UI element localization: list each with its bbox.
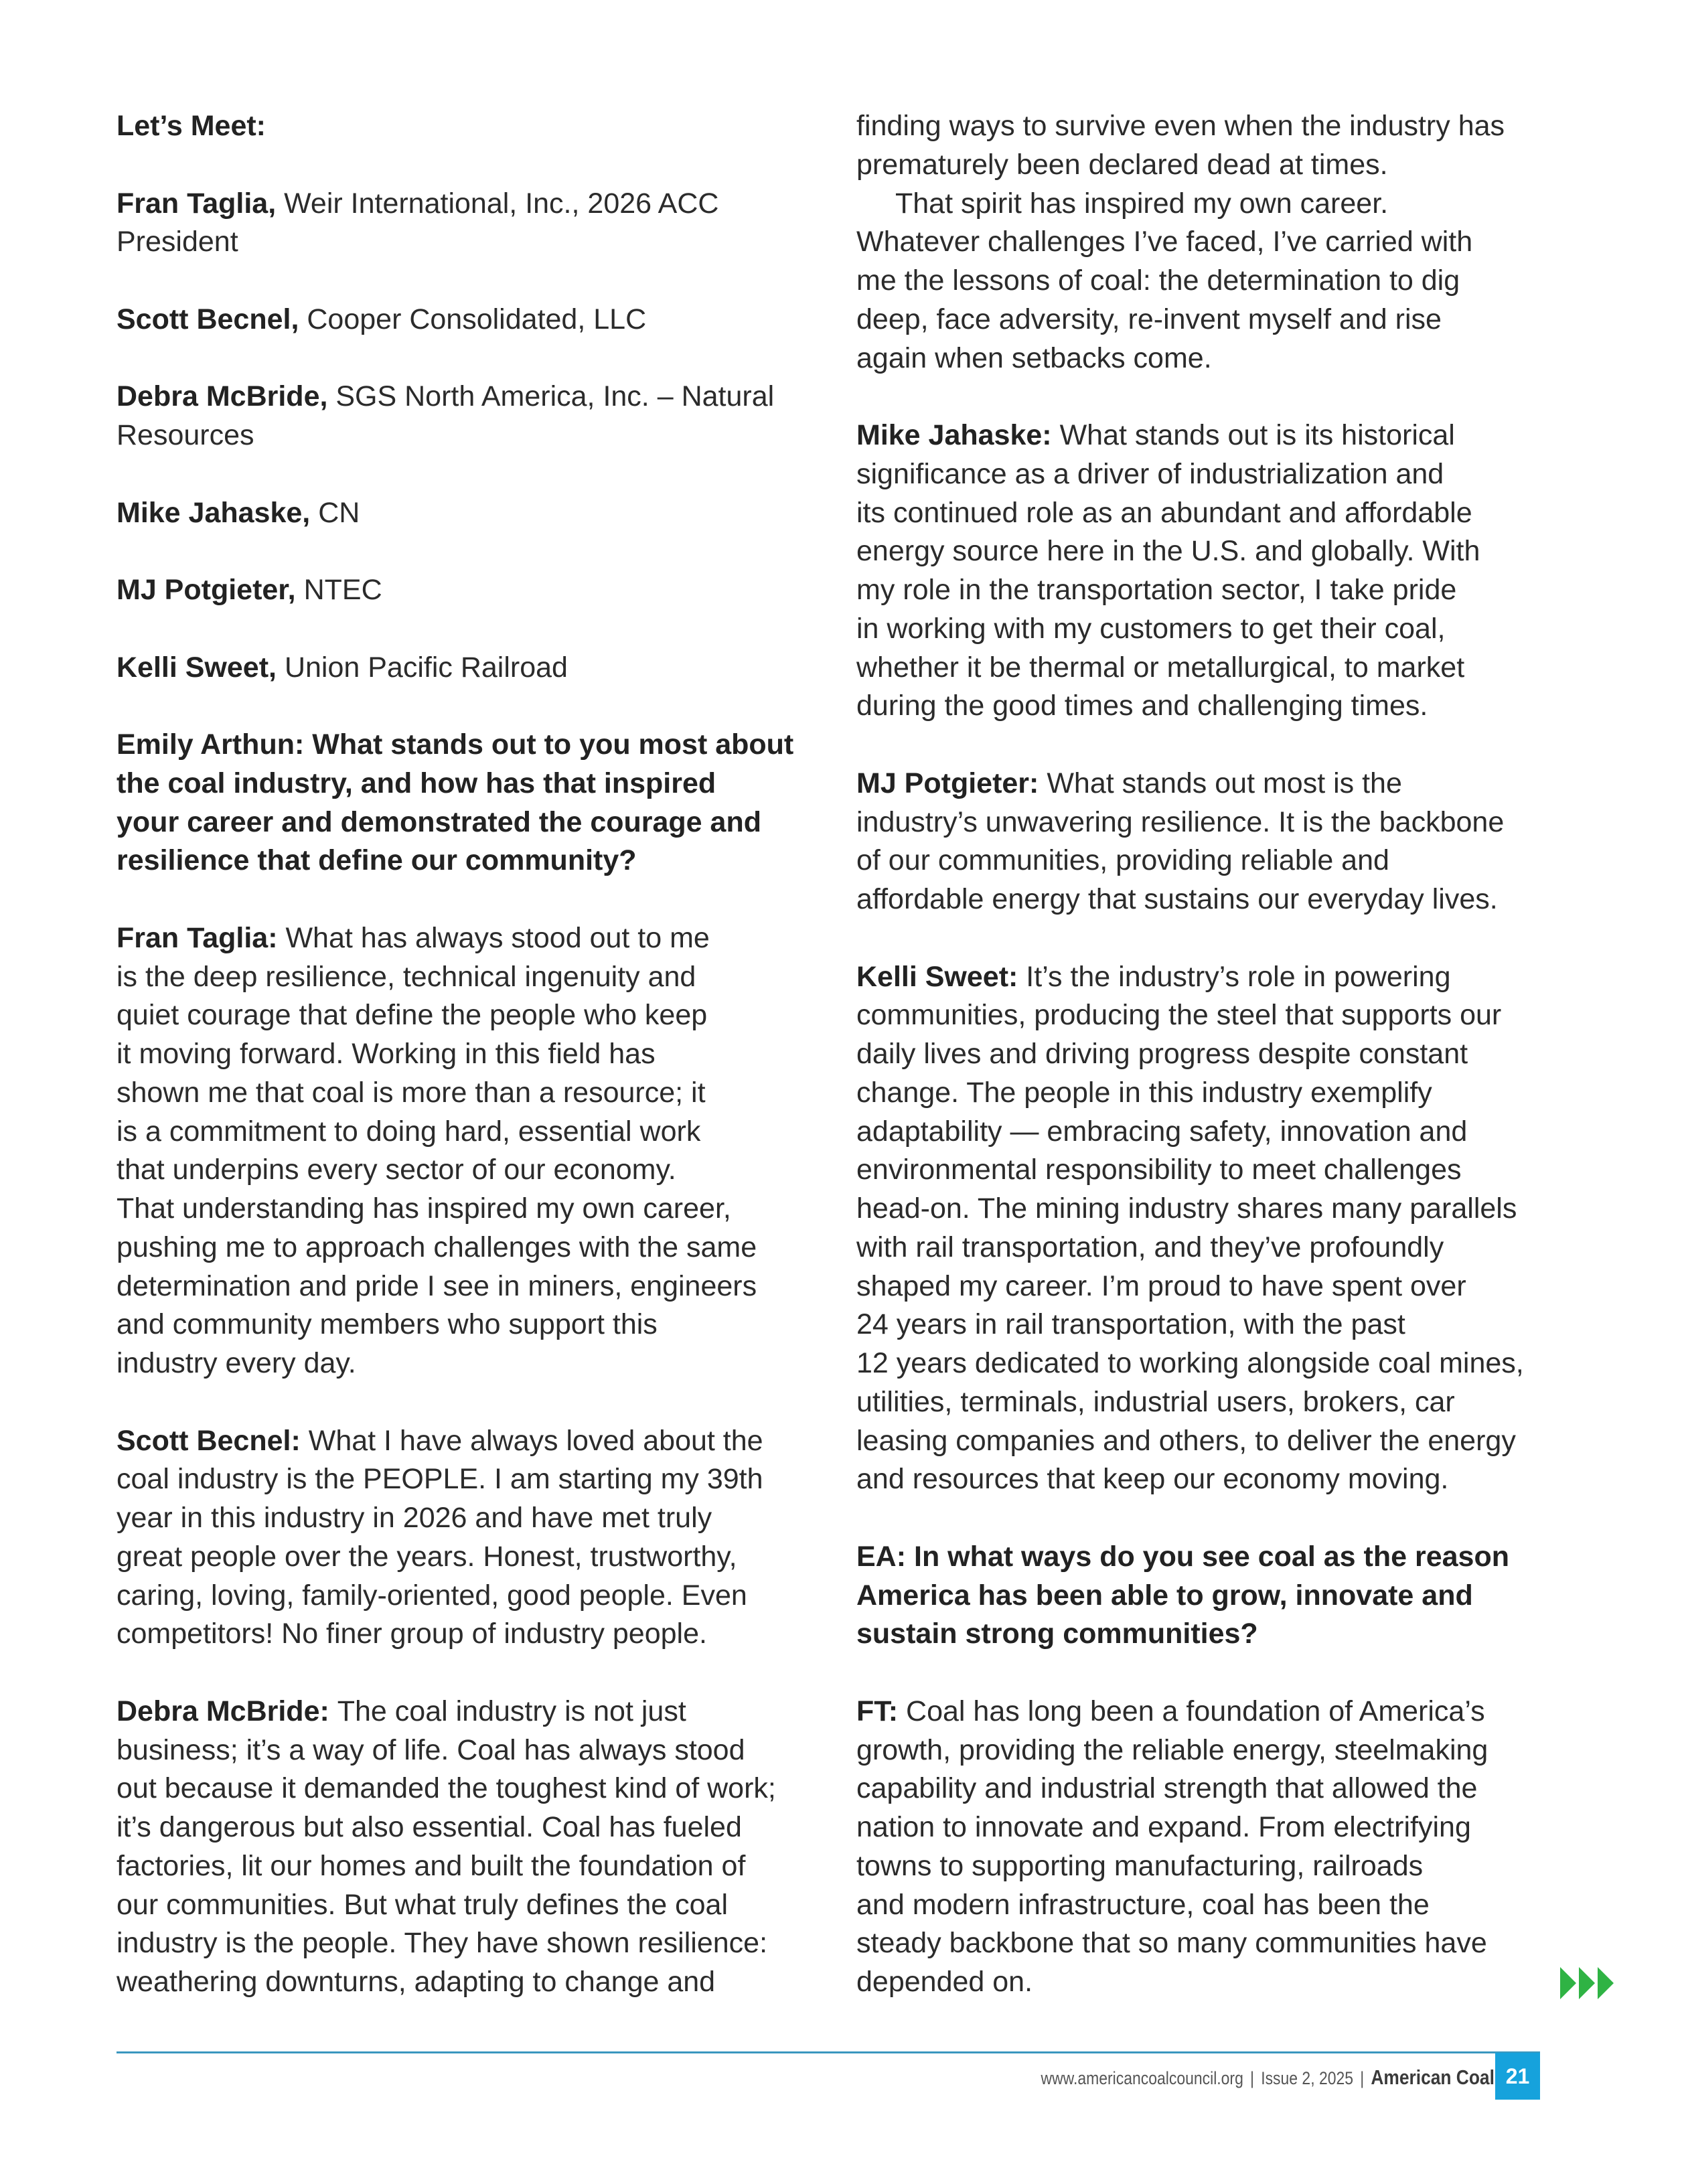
text-line xyxy=(117,765,813,803)
body-text: Coal has long been a foundation of America’s xyxy=(906,1695,1485,1727)
footer-divider xyxy=(117,2051,1540,2053)
text-line xyxy=(856,1229,1566,1267)
bold-run: EA: In what ways do you see coal as the reason xyxy=(856,1540,1509,1573)
text-line xyxy=(856,1924,1566,1963)
chevron-right-icon xyxy=(1598,1967,1614,1999)
body-text: What has always stood out to me xyxy=(285,921,710,954)
text-line xyxy=(856,1267,1566,1306)
bold-run: MJ Potgieter: xyxy=(856,767,1047,799)
left-column xyxy=(117,107,813,2002)
text-line xyxy=(117,803,813,842)
blank-line xyxy=(117,1383,813,1422)
body-text: finding ways to survive even when the industry has xyxy=(856,110,1505,142)
text-line xyxy=(856,301,1566,339)
body-text: industry is the people. They have shown resilience: xyxy=(117,1927,768,1960)
blank-line xyxy=(117,687,813,726)
text-line xyxy=(856,1035,1566,1074)
body-text: What stands out is its historical xyxy=(1059,419,1455,451)
body-text: nation to innovate and expand. From electrifying xyxy=(856,1811,1471,1843)
blank-line xyxy=(856,1499,1566,1538)
text-line xyxy=(856,1770,1566,1808)
text-line xyxy=(856,1693,1566,1731)
text-line xyxy=(117,1267,813,1306)
text-line xyxy=(856,1963,1566,2002)
blank-line xyxy=(856,726,1566,765)
text-line xyxy=(856,1383,1566,1422)
body-text: industry’s unwavering resilience. It is the backbone xyxy=(856,805,1505,838)
body-text: depended on. xyxy=(856,1966,1033,1998)
text-line xyxy=(856,1577,1566,1616)
text-line xyxy=(117,494,813,533)
body-text: NTEC xyxy=(303,574,382,606)
body-text: Cooper Consolidated, LLC xyxy=(307,303,647,335)
text-line xyxy=(117,1847,813,1886)
text-line xyxy=(856,1808,1566,1847)
text-line xyxy=(117,1306,813,1344)
body-text: change. The people in this industry exemplify xyxy=(856,1076,1432,1109)
blank-line xyxy=(117,1654,813,1693)
text-line xyxy=(856,1306,1566,1344)
bold-run: MJ Potgieter, xyxy=(117,574,304,606)
body-text: significance as a driver of industrialization and xyxy=(856,457,1444,490)
text-line xyxy=(856,1344,1566,1383)
blank-line xyxy=(117,455,813,494)
body-text: adaptability — embracing safety, innovation and xyxy=(856,1115,1468,1148)
text-line xyxy=(856,223,1566,262)
body-text: towns to supporting manufacturing, railroads xyxy=(856,1849,1424,1882)
footer-separator: | xyxy=(1250,2068,1255,2088)
text-line xyxy=(856,610,1566,649)
body-text: it’s dangerous but also essential. Coal has fueled xyxy=(117,1811,742,1843)
body-text: great people over the years. Honest, trustworthy, xyxy=(117,1540,737,1573)
body-text: The coal industry is not just xyxy=(337,1695,686,1727)
body-text: shaped my career. I’m proud to have spent over xyxy=(856,1269,1466,1302)
bold-run: Scott Becnel, xyxy=(117,303,307,335)
text-line xyxy=(117,1422,813,1461)
bold-run: Debra McBride: xyxy=(117,1695,337,1727)
text-line xyxy=(117,919,813,958)
body-text: business; it’s a way of life. Coal has always stood xyxy=(117,1733,745,1766)
body-text: me the lessons of coal: the determination to dig xyxy=(856,264,1460,297)
text-line xyxy=(117,1035,813,1074)
body-text: of our communities, providing reliable and xyxy=(856,844,1389,877)
body-text: and community members who support this xyxy=(117,1308,658,1341)
text-line xyxy=(117,1229,813,1267)
footer-separator: | xyxy=(1360,2068,1365,2088)
text-line xyxy=(117,1731,813,1770)
body-text: prematurely been declared dead at times. xyxy=(856,148,1388,181)
text-line xyxy=(117,842,813,880)
text-line xyxy=(856,339,1566,378)
text-line xyxy=(117,1460,813,1499)
bold-run: Let’s Meet: xyxy=(117,110,266,142)
blank-line xyxy=(117,532,813,571)
blank-line xyxy=(117,610,813,649)
body-text: SGS North America, Inc. – Natural xyxy=(335,380,775,413)
body-text: and resources that keep our economy moving. xyxy=(856,1463,1449,1496)
body-text: in working with my customers to get their coal, xyxy=(856,612,1446,645)
right-column xyxy=(856,107,1566,2002)
chevron-right-icon xyxy=(1560,1967,1576,1999)
body-text: my role in the transportation sector, I take pride xyxy=(856,574,1457,606)
body-text: utilities, terminals, industrial users, brokers, car xyxy=(856,1385,1455,1418)
body-text: Weir International, Inc., 2026 ACC xyxy=(284,187,719,220)
text-line xyxy=(856,958,1566,997)
body-text: our communities. But what truly defines the coal xyxy=(117,1888,728,1921)
text-line xyxy=(856,1538,1566,1577)
bold-run: Emily Arthun: What stands out to you most about xyxy=(117,728,794,761)
bold-run: FT: xyxy=(856,1695,907,1727)
text-line xyxy=(117,1693,813,1731)
bold-run: resilience that define our community? xyxy=(117,844,637,877)
blank-line xyxy=(117,339,813,378)
text-line xyxy=(117,1770,813,1808)
text-line xyxy=(117,378,813,416)
body-text: What stands out most is the xyxy=(1047,767,1402,799)
body-text: industry every day. xyxy=(117,1347,356,1379)
body-text: energy source here in the U.S. and globally. With xyxy=(856,535,1480,568)
body-text: 12 years dedicated to working alongside coal mines, xyxy=(856,1347,1524,1379)
text-line xyxy=(856,1847,1566,1886)
body-text: capability and industrial strength that allowed the xyxy=(856,1772,1478,1805)
text-line xyxy=(117,1151,813,1190)
bold-run: Fran Taglia: xyxy=(117,921,286,954)
text-line xyxy=(856,649,1566,688)
bold-run: the coal industry, and how has that inspired xyxy=(117,767,716,799)
text-line xyxy=(117,1577,813,1616)
body-text: Whatever challenges I’ve faced, I’ve carried with xyxy=(856,226,1473,258)
text-line xyxy=(856,455,1566,494)
text-line xyxy=(856,185,1566,224)
text-line xyxy=(117,1190,813,1229)
text-line xyxy=(117,649,813,688)
text-line xyxy=(856,416,1566,455)
body-text: pushing me to approach challenges with the same xyxy=(117,1231,757,1263)
body-text: President xyxy=(117,226,238,258)
body-text: is a commitment to doing hard, essential work xyxy=(117,1115,701,1148)
body-text: deep, face adversity, re-invent myself and rise xyxy=(856,303,1442,335)
text-line xyxy=(856,803,1566,842)
text-line xyxy=(117,996,813,1035)
page-number: 21 xyxy=(1495,2053,1540,2100)
body-text: What I have always loved about the xyxy=(308,1424,763,1457)
body-text: daily lives and driving progress despite constant xyxy=(856,1038,1468,1070)
body-text: year in this industry in 2026 and have met truly xyxy=(117,1502,712,1534)
text-line xyxy=(117,1808,813,1847)
body-text: steady backbone that so many communities have xyxy=(856,1927,1487,1960)
text-line xyxy=(117,1344,813,1383)
text-line xyxy=(117,1924,813,1963)
blank-line xyxy=(117,146,813,185)
bold-run: Mike Jahaske, xyxy=(117,496,319,529)
text-line xyxy=(117,185,813,224)
text-line xyxy=(856,765,1566,803)
body-text: shown me that coal is more than a resource; it xyxy=(117,1076,706,1109)
text-line xyxy=(856,1615,1566,1654)
body-text: competitors! No finer group of industry people. xyxy=(117,1618,707,1650)
text-line xyxy=(856,1113,1566,1152)
body-text: That understanding has inspired my own career, xyxy=(117,1192,731,1225)
blank-line xyxy=(856,919,1566,958)
text-line xyxy=(856,1731,1566,1770)
body-text: factories, lit our homes and built the foundation of xyxy=(117,1849,746,1882)
body-text: its continued role as an abundant and affordable xyxy=(856,496,1472,529)
body-text: it moving forward. Working in this field has xyxy=(117,1038,656,1070)
chevron-right-icon xyxy=(1579,1967,1595,1999)
bold-run: sustain strong communities? xyxy=(856,1618,1258,1650)
body-text: whether it be thermal or metallurgical, to market xyxy=(856,651,1465,684)
body-text: coal industry is the PEOPLE. I am starting my 39th xyxy=(117,1463,763,1496)
text-line xyxy=(117,301,813,339)
text-line xyxy=(856,1151,1566,1190)
text-line xyxy=(856,494,1566,533)
text-line xyxy=(856,532,1566,571)
bold-run: Mike Jahaske: xyxy=(856,419,1060,451)
bold-run: Scott Becnel: xyxy=(117,1424,309,1457)
text-line xyxy=(856,1422,1566,1461)
footer xyxy=(1041,2065,1495,2090)
text-line xyxy=(856,1460,1566,1499)
bold-run: your career and demonstrated the courage and xyxy=(117,805,761,838)
bold-run: Fran Taglia, xyxy=(117,187,285,220)
blank-line xyxy=(856,1654,1566,1693)
body-text: communities, producing the steel that supports our xyxy=(856,999,1502,1032)
text-line xyxy=(117,1499,813,1538)
bold-run: America has been able to grow, innovate and xyxy=(856,1579,1473,1612)
text-line xyxy=(856,1886,1566,1925)
text-line xyxy=(856,1190,1566,1229)
body-text: head-on. The mining industry shares many parallels xyxy=(856,1192,1517,1225)
body-text: with rail transportation, and they’ve profoundly xyxy=(856,1231,1444,1263)
blank-line xyxy=(117,262,813,301)
text-line xyxy=(856,262,1566,301)
footer-publication: American Coal xyxy=(1371,2065,1495,2089)
text-line xyxy=(856,880,1566,919)
body-text: affordable energy that sustains our everyday lives. xyxy=(856,883,1498,915)
text-line xyxy=(117,571,813,610)
bold-run: Kelli Sweet: xyxy=(856,960,1026,993)
text-line xyxy=(856,996,1566,1035)
text-line xyxy=(117,726,813,765)
body-text: CN xyxy=(318,496,360,529)
body-text: again when setbacks come. xyxy=(856,341,1212,374)
text-line xyxy=(856,687,1566,726)
text-line xyxy=(117,1886,813,1925)
body-text: 24 years in rail transportation, with the past xyxy=(856,1308,1405,1341)
body-text: that underpins every sector of our economy. xyxy=(117,1154,676,1186)
text-line xyxy=(117,416,813,455)
text-line xyxy=(117,1615,813,1654)
text-line xyxy=(117,1963,813,2002)
body-text: is the deep resilience, technical ingenuity and xyxy=(117,960,696,993)
text-line xyxy=(856,571,1566,610)
bold-run: Kelli Sweet, xyxy=(117,651,285,684)
continue-arrows-icon xyxy=(1560,1967,1614,1999)
text-line xyxy=(856,146,1566,185)
blank-line xyxy=(117,880,813,919)
bold-run: Debra McBride, xyxy=(117,380,336,413)
text-line xyxy=(856,107,1566,146)
body-text: Union Pacific Railroad xyxy=(284,651,568,684)
body-text: growth, providing the reliable energy, steelmaking xyxy=(856,1733,1488,1766)
body-text: That spirit has inspired my own career. xyxy=(895,187,1389,220)
body-text: environmental responsibility to meet challenges xyxy=(856,1154,1462,1186)
body-text: quiet courage that define the people who keep xyxy=(117,999,708,1032)
body-text: caring, loving, family-oriented, good people. Even xyxy=(117,1579,747,1612)
text-line xyxy=(856,1074,1566,1113)
text-line xyxy=(117,223,813,262)
text-line xyxy=(117,1538,813,1577)
body-text: It’s the industry’s role in powering xyxy=(1026,960,1451,993)
text-line xyxy=(117,958,813,997)
body-text: out because it demanded the toughest kind of work; xyxy=(117,1772,776,1805)
text-line xyxy=(117,1113,813,1152)
body-text: leasing companies and others, to deliver the energy xyxy=(856,1424,1516,1457)
text-line xyxy=(117,107,813,146)
body-text: Resources xyxy=(117,419,254,451)
text-line xyxy=(117,1074,813,1113)
body-text: during the good times and challenging times. xyxy=(856,690,1428,722)
text-line xyxy=(856,842,1566,880)
footer-issue: Issue 2, 2025 xyxy=(1261,2068,1354,2088)
footer-url[interactable]: www.americancoalcouncil.org xyxy=(1041,2068,1243,2088)
body-text: and modern infrastructure, coal has been the xyxy=(856,1888,1430,1921)
blank-line xyxy=(856,378,1566,416)
body-text: determination and pride I see in miners, engineers xyxy=(117,1269,757,1302)
body-text: weathering downturns, adapting to change and xyxy=(117,1966,716,1998)
